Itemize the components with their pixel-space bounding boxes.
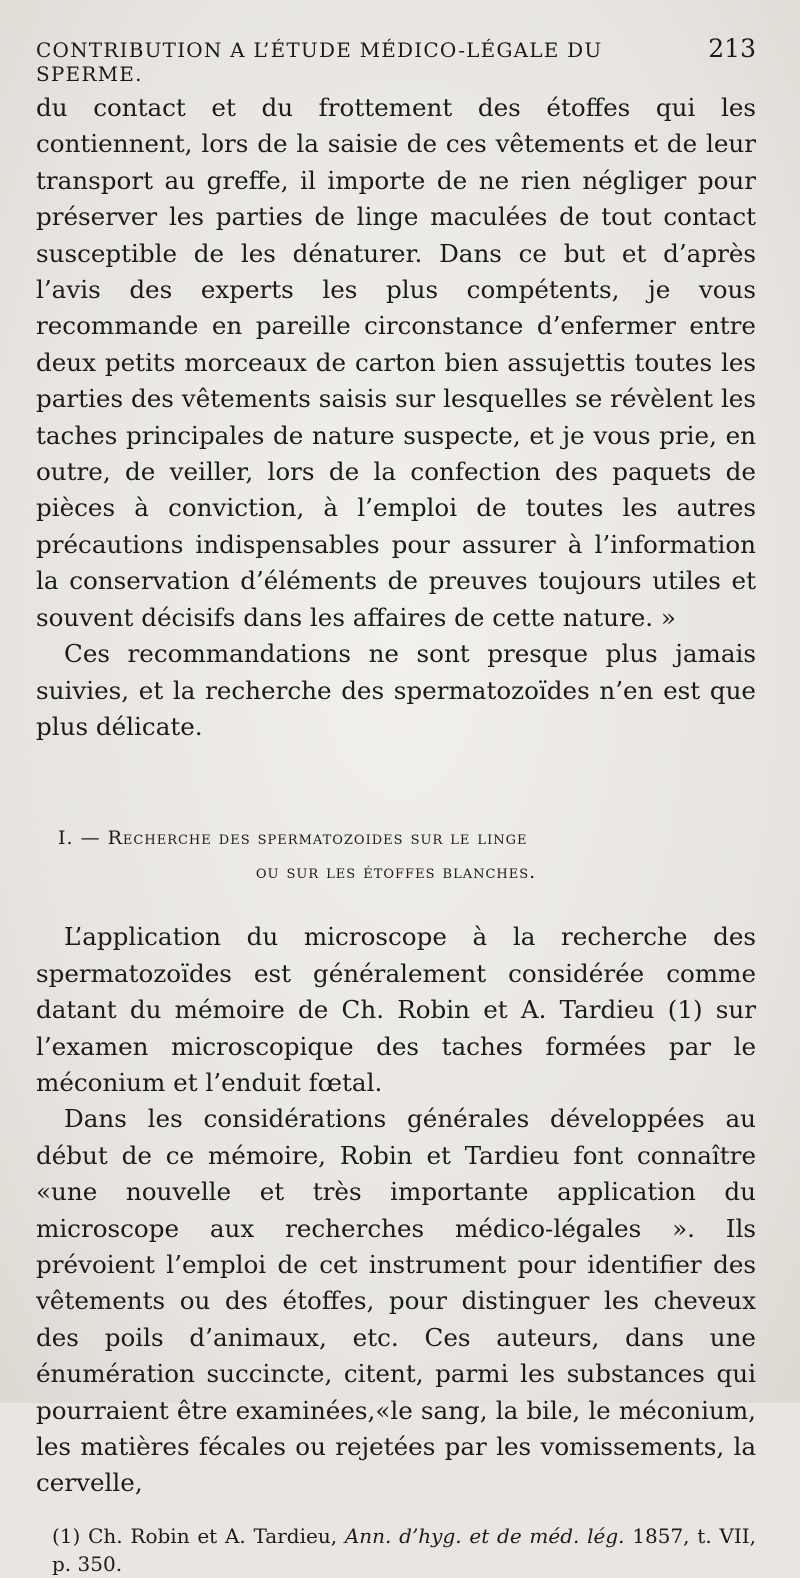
paragraph-2: Ces recommandations ne sont presque plus jamais suivies, et la recherche des spermatozoïdes n’en est que plus délicate. bbox=[36, 639, 756, 741]
section-heading bbox=[36, 821, 756, 889]
paragraph-1: du contact et du frottement des étoffes qui les contiennent, lors de la saisie de ces vêtements et de leur transport au greffe, il importe de ne rien négliger pour préserver les parties de linge maculées de tout contact susceptible de les dénaturer. Dans ce but et d’après l’avis des experts les plus compétents, je vous recommande en pareille circonstance d’enfermer entre deux petits morceaux de carton bien assujettis toutes les parties des vêtements saisis sur lesquelles se révèlent les taches principales de nature suspecte, et je vous prie, en outre, de veiller, lors de la confection des paquets de pièces à conviction, à l’emploi de toutes les autres précautions indispensables pour assurer à l’information la conservation d’éléments de preuves toujours utiles et souvent décisifs dans les affaires de cette nature. » bbox=[36, 93, 756, 632]
footnote-reference: 1857, t. VII, p. 350. bbox=[52, 1523, 757, 1576]
footnote-journal: Ann. d’hyg. et de méd. lég. bbox=[344, 1523, 625, 1548]
body-text bbox=[36, 90, 756, 745]
paragraph-4: Dans les considérations générales développées au début de ce mémoire, Robin et Tardieu font connaître «une nouvelle et très importante application du microscope aux recherches médico-légales ». Ils prévoient l’emploi de cet instrument pour identifier des vêtements ou des étoffes, pour distinguer les cheveux des poils d’animaux, etc. Ces auteurs, dans une énumération succincte, citent, parmi les substances qui pourraient être examinées,«le sang, la bile, le méconium, les matières fécales ou rejetées par les vomissements, la cervelle, bbox=[36, 1104, 756, 1498]
footnote bbox=[36, 1522, 756, 1578]
body-text-section bbox=[36, 919, 756, 1502]
footnote-marker: (1) bbox=[52, 1523, 81, 1548]
page-number: 213 bbox=[708, 34, 756, 63]
paragraph-3: L’application du microscope à la recherche des spermatozoïdes est généralement considérée comme datant du mémoire de Ch. Robin et A. Tardieu (1) sur l’examen microscopique des taches formées par le méconium et l’enduit fœtal. bbox=[36, 922, 756, 1097]
running-header bbox=[36, 34, 756, 86]
running-title: CONTRIBUTION A L’ÉTUDE MÉDICO-LÉGALE DU SPERME. bbox=[36, 38, 603, 86]
footnote-authors: Ch. Robin et A. Tardieu, bbox=[88, 1523, 338, 1548]
section-heading-line-1: I. — Recherche des spermatozoides sur le linge bbox=[58, 827, 528, 850]
section-heading-line-2: ou sur les étoffes blanches. bbox=[255, 861, 537, 884]
